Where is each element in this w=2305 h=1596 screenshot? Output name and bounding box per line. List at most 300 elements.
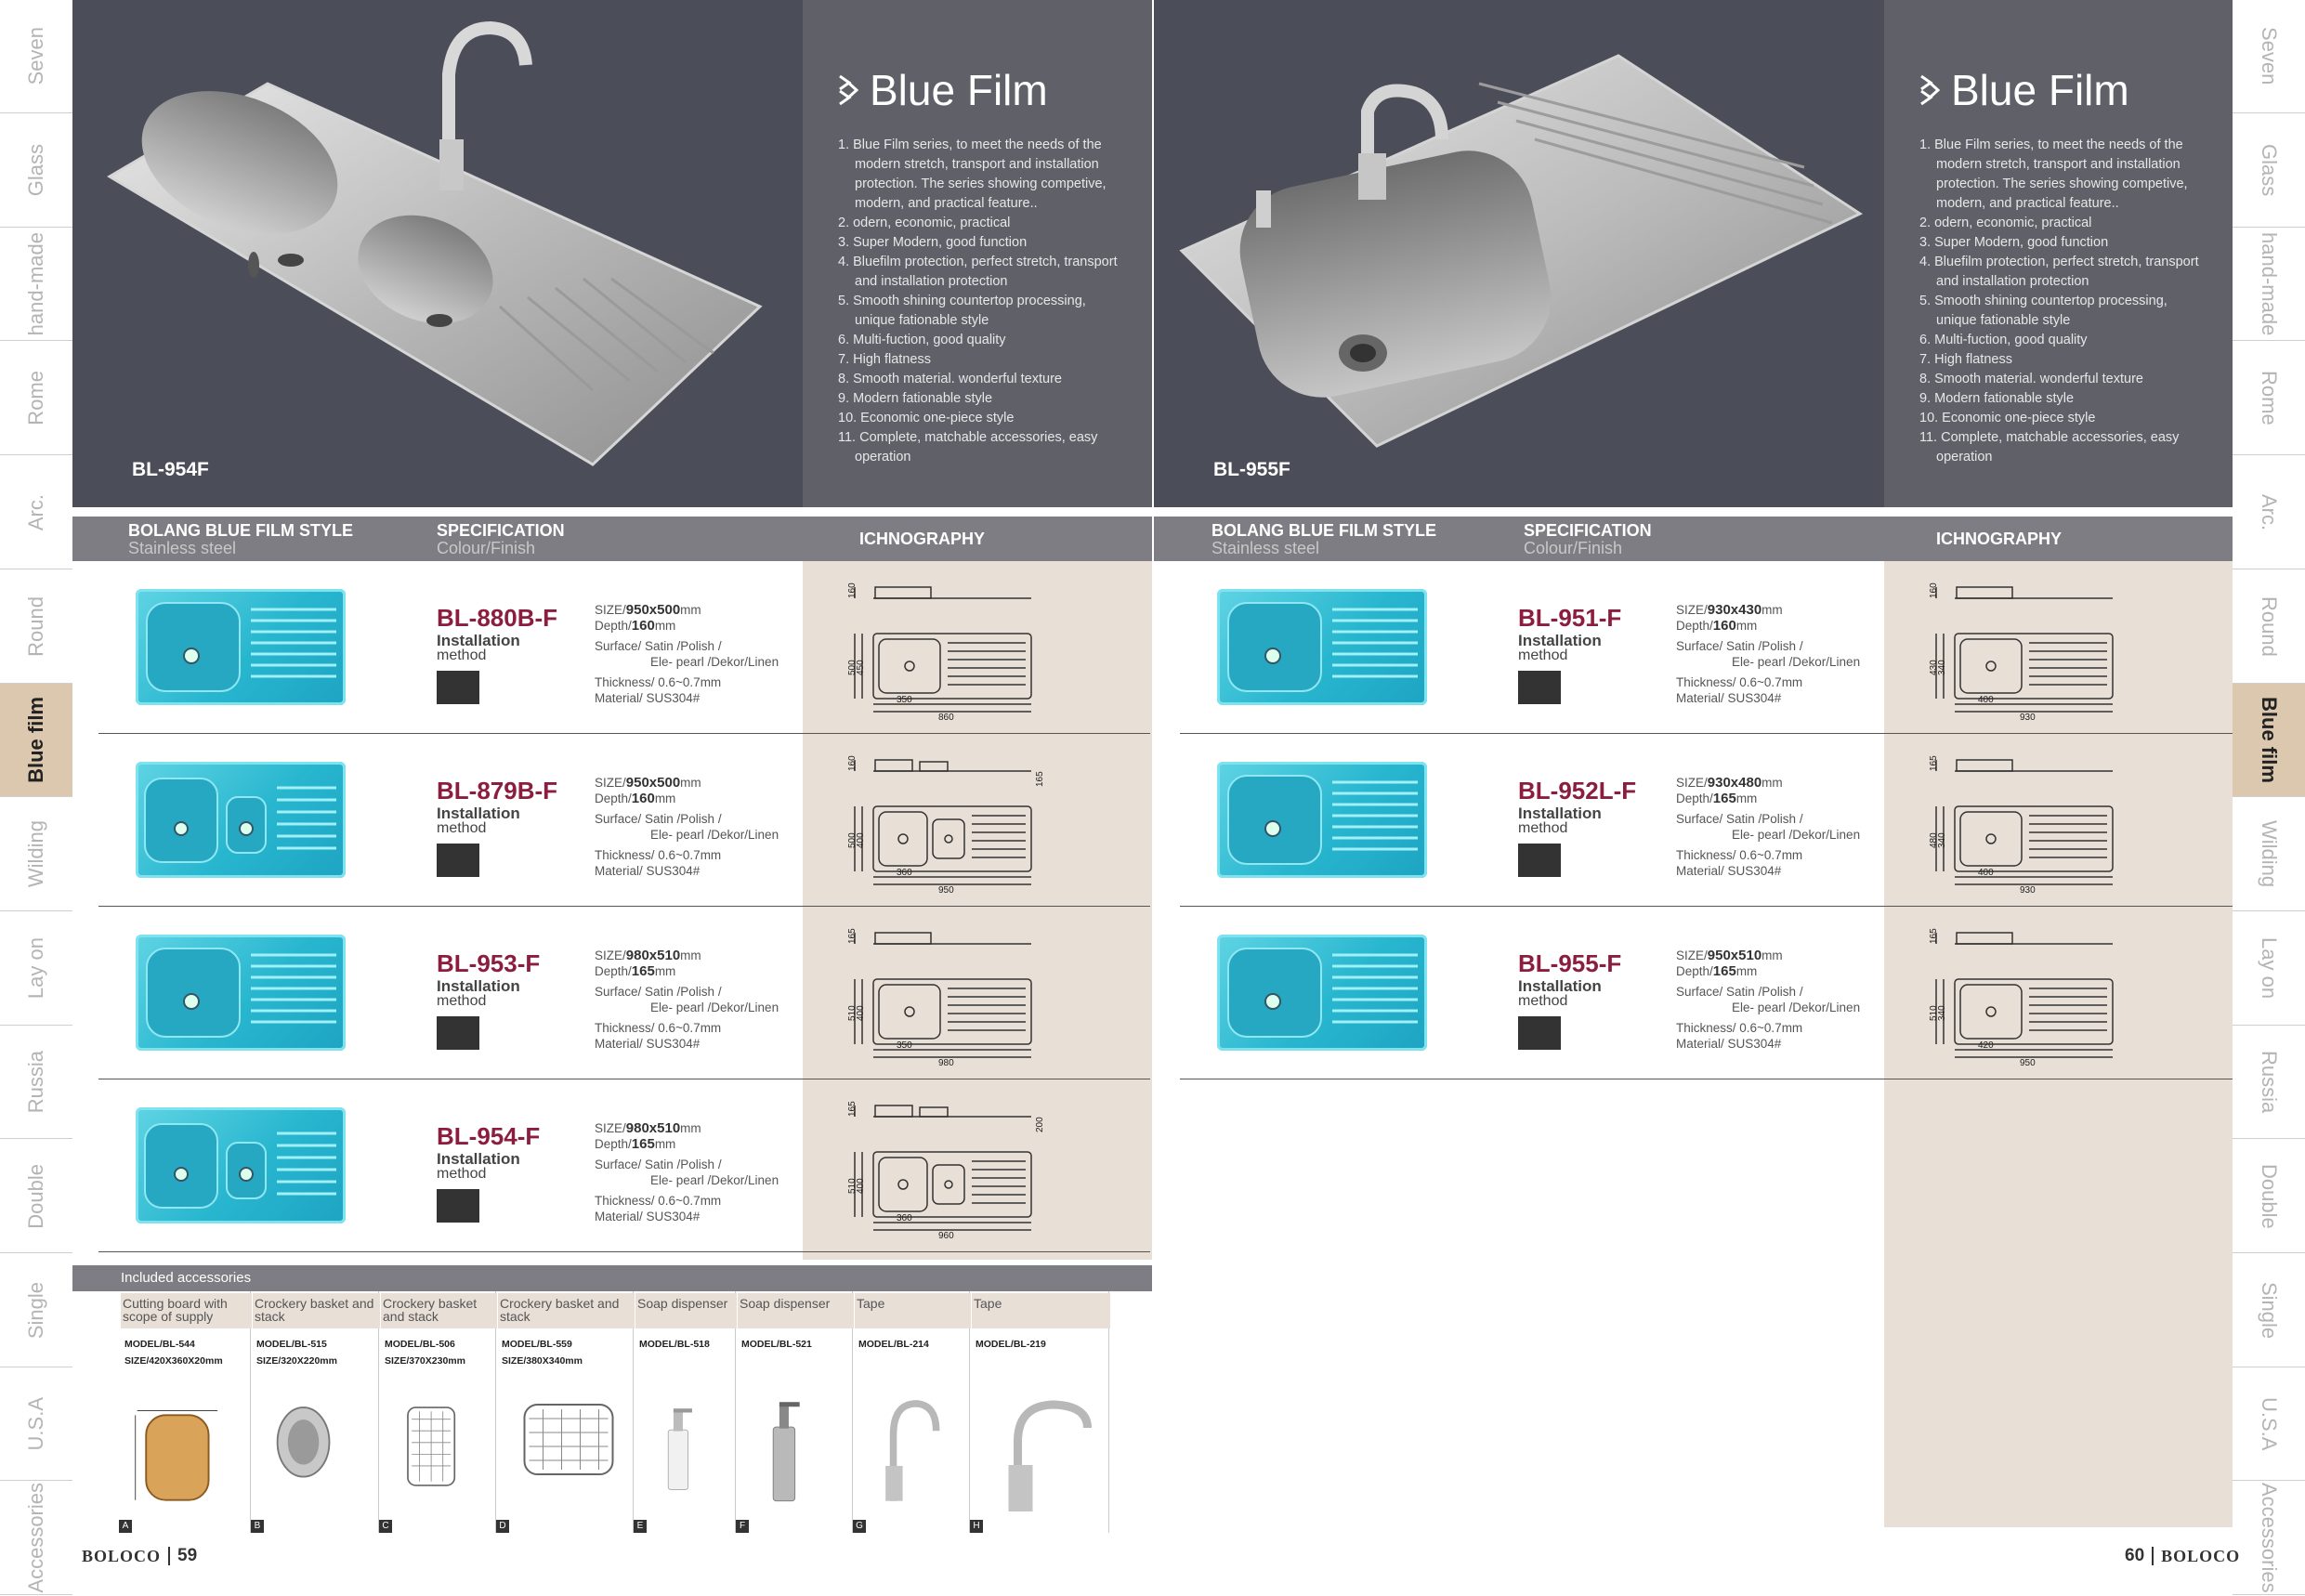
spec-size [1676, 775, 1860, 791]
accessory-item[interactable] [379, 1291, 496, 1533]
hero-title [1919, 65, 2205, 115]
dim-bowl: 420 [1978, 1040, 1994, 1051]
model-name: BL-951-F [1518, 604, 1622, 632]
brand-logo: BOLOCO [2161, 1546, 2241, 1565]
installation-method-icon [437, 1189, 479, 1223]
spec-depth [1676, 963, 1860, 979]
accessory-item[interactable] [251, 1291, 379, 1533]
side-tab[interactable] [0, 1482, 72, 1595]
spec-material: Material/ SUS304# [1676, 1037, 1782, 1051]
side-tab-label: Double [24, 1163, 47, 1229]
spec-surface: Surface/ Satin /Polish / [1676, 639, 1803, 653]
depth-unit: mm [1735, 964, 1758, 978]
spec-surface-2: Ele- pearl /Dekor/Linen [650, 1001, 779, 1014]
size-label: SIZE/ [595, 603, 626, 617]
dim-inner: 340 [1937, 1005, 1947, 1021]
header-ichnography: ICHNOGRAPHY [1936, 530, 2063, 548]
installation-label [437, 1152, 520, 1182]
depth-label: Depth/ [1676, 791, 1713, 805]
depth-unit: mm [654, 1137, 676, 1151]
dim-inner: 340 [1937, 832, 1947, 848]
side-tab[interactable] [0, 1367, 72, 1481]
spec-thickness: Thickness/ 0.6~0.7mm [595, 848, 722, 862]
depth-unit: mm [654, 791, 676, 805]
side-tab-label: Blue film [24, 697, 47, 784]
side-tab[interactable] [2233, 1140, 2305, 1253]
feature-item: 4. Bluefilm protection, perfect stretch, transport and installation protection [838, 255, 1118, 289]
dim-inner: 450 [856, 660, 866, 675]
side-tab[interactable] [0, 228, 72, 341]
ichnography-drawing [845, 578, 1050, 723]
side-tab-label: Arc. [24, 493, 47, 530]
side-tab[interactable] [2233, 570, 2305, 684]
size-label: SIZE/ [595, 1121, 626, 1135]
accessory-item[interactable] [119, 1291, 251, 1533]
installation-label [437, 979, 520, 1009]
accessory-image [643, 1377, 729, 1516]
spec-thickness: Thickness/ 0.6~0.7mm [1676, 675, 1803, 689]
side-tab-label: Russia [24, 1051, 47, 1114]
method-text: method [437, 820, 487, 836]
dim-bowl: 400 [1978, 868, 1994, 878]
accessory-item[interactable] [853, 1291, 970, 1533]
dim-height: 510 [1929, 1005, 1939, 1021]
dim-inner: 400 [856, 832, 866, 848]
spec-thickness: Thickness/ 0.6~0.7mm [1676, 848, 1803, 862]
hero-model-label: BL-955F [1213, 459, 1290, 480]
side-tab-label: Blue film [2258, 697, 2281, 784]
accessory-graphic [979, 1377, 1103, 1516]
model-name: BL-879B-F [437, 777, 558, 805]
depth-value: 165 [1712, 963, 1736, 979]
model-name: BL-953-F [437, 949, 541, 977]
feature-item: 9. Modern fationable style [838, 391, 993, 406]
accessory-graphic [643, 1377, 729, 1516]
side-tab-label: Double [2258, 1163, 2281, 1229]
side-tab[interactable] [2233, 228, 2305, 341]
dim-width: 950 [938, 885, 954, 896]
installation-label [1518, 979, 1602, 1009]
side-tab-label: Rome [2258, 371, 2281, 425]
dim-extra: 165 [1035, 771, 1045, 787]
side-tab-label: Single [24, 1281, 47, 1339]
spec-thickness: Thickness/ 0.6~0.7mm [1676, 1021, 1803, 1035]
hero [72, 0, 1152, 507]
accessory-graphic [862, 1377, 963, 1516]
sink-thumbnail-graphic [136, 589, 346, 705]
hero-info-panel [1884, 0, 2233, 507]
side-tab[interactable] [0, 912, 72, 1026]
spec-block [595, 775, 779, 879]
footer-divider [168, 1547, 170, 1565]
side-tab-label: Single [2258, 1281, 2281, 1339]
accessory-name: Soap dispenser [738, 1293, 854, 1328]
feature-list [838, 136, 1124, 467]
depth-unit: mm [654, 619, 676, 633]
dim-top: 165 [847, 1101, 858, 1117]
method-text: method [437, 648, 487, 663]
side-tab[interactable] [2233, 912, 2305, 1026]
ichnography-drawing [845, 1096, 1050, 1241]
accessory-letter: G [853, 1520, 866, 1533]
depth-unit: mm [654, 964, 676, 978]
side-tab-label: Round [2258, 595, 2281, 657]
size-value: 950x500 [625, 602, 681, 618]
feature-item: 5. Smooth shining countertop processing, unique fationable style [838, 294, 1086, 328]
side-tab-label: Russia [2258, 1051, 2281, 1114]
accessory-model-text: MODEL/BL-515 [256, 1339, 327, 1350]
side-tab[interactable] [2233, 684, 2305, 797]
depth-unit: mm [1735, 619, 1758, 633]
side-tab-label: hand-made [24, 232, 47, 336]
accessory-size-text: SIZE/380X340mm [502, 1355, 583, 1367]
hero-photo [72, 0, 803, 507]
installation-text: Installation [1518, 977, 1602, 995]
accessory-model [502, 1336, 583, 1369]
side-tab[interactable] [2233, 114, 2305, 228]
dim-width: 960 [938, 1231, 954, 1241]
header-spec: SPECIFICATION [1524, 521, 1652, 540]
accessory-graphic [260, 1377, 373, 1516]
spec-surface-2: Ele- pearl /Dekor/Linen [1732, 655, 1861, 669]
side-tab[interactable] [0, 0, 72, 113]
installation-label [437, 634, 520, 663]
side-tab-label: U.S.A [2258, 1397, 2281, 1451]
dim-extra: 200 [1035, 1117, 1045, 1132]
sink-thumbnail [1217, 589, 1427, 705]
size-label: SIZE/ [1676, 948, 1708, 962]
spec-depth [595, 791, 779, 806]
model-name: BL-880B-F [437, 604, 558, 632]
spec-size [595, 948, 779, 963]
side-tab[interactable] [2233, 456, 2305, 569]
accessory-model [124, 1336, 223, 1369]
spec-thickness: Thickness/ 0.6~0.7mm [595, 1021, 722, 1035]
depth-label: Depth/ [595, 791, 632, 805]
depth-value: 160 [631, 791, 655, 806]
side-tab[interactable] [0, 1140, 72, 1253]
product-row [1180, 907, 2233, 1079]
brand-logo: BOLOCO [82, 1546, 162, 1565]
accessory-letter: B [251, 1520, 264, 1533]
installation-label [1518, 806, 1602, 836]
accessory-item[interactable] [970, 1291, 1109, 1533]
sink-thumbnail-graphic [136, 762, 346, 878]
accessory-model-text: MODEL/BL-219 [976, 1339, 1046, 1350]
header-style-sub: Stainless steel [128, 539, 237, 557]
spec-size [595, 1120, 779, 1136]
size-unit: mm [680, 948, 701, 962]
side-tab[interactable] [0, 798, 72, 911]
footer-right [2125, 1546, 2240, 1566]
ichnography-drawing [845, 751, 1050, 896]
dim-width: 860 [938, 713, 954, 723]
spec-surface-2: Ele- pearl /Dekor/Linen [1732, 1001, 1861, 1014]
dim-top: 160 [1929, 582, 1939, 598]
accessory-model [858, 1336, 929, 1353]
header-spec: SPECIFICATION [437, 521, 565, 540]
accessory-name: Crockery basket and stack [381, 1293, 497, 1328]
model-name: BL-952L-F [1518, 777, 1637, 805]
side-tab-label: hand-made [2258, 232, 2281, 336]
spec-thickness: Thickness/ 0.6~0.7mm [595, 675, 722, 689]
accessories-title: Included accessories [72, 1265, 1152, 1291]
side-tab[interactable] [0, 114, 72, 228]
double-sink-photo [72, 0, 803, 507]
sink-thumbnail [136, 762, 346, 878]
hero-title-text: Blue Film [870, 66, 1048, 114]
side-tab-label: Lay on [2258, 937, 2281, 1000]
spec-block [595, 602, 779, 706]
feature-item: 6. Multi-fuction, good quality [1919, 333, 2088, 347]
dim-top: 165 [847, 928, 858, 944]
chevron-bullet-icon [1919, 74, 1942, 106]
spec-material: Material/ SUS304# [595, 1210, 701, 1223]
side-tab-label: Wilding [2258, 820, 2281, 888]
size-unit: mm [680, 776, 701, 790]
side-tab-label: Accessories [2258, 1483, 2281, 1593]
method-text: method [1518, 993, 1568, 1009]
spec-size [595, 602, 779, 618]
feature-item: 3. Super Modern, good function [1919, 235, 2109, 250]
feature-item: 3. Super Modern, good function [838, 235, 1028, 250]
spec-surface-2: Ele- pearl /Dekor/Linen [650, 828, 779, 842]
feature-item: 10. Economic one-piece style [1919, 411, 2096, 425]
side-tab[interactable] [2233, 1026, 2305, 1139]
product-row [1180, 734, 2233, 907]
installation-text: Installation [1518, 805, 1602, 822]
depth-label: Depth/ [595, 1137, 632, 1151]
feature-item: 6. Multi-fuction, good quality [838, 333, 1006, 347]
accessory-item[interactable] [736, 1291, 853, 1533]
side-tab[interactable] [0, 570, 72, 684]
accessory-letter: C [379, 1520, 392, 1533]
accessory-name: Soap dispenser [635, 1293, 737, 1328]
sink-thumbnail [136, 589, 346, 705]
side-tab[interactable] [2233, 1482, 2305, 1595]
size-value: 980x510 [625, 948, 681, 963]
side-tab-label: Glass [2258, 144, 2281, 197]
ichnography-drawing [1927, 923, 2131, 1068]
depth-label: Depth/ [1676, 964, 1713, 978]
feature-item: 7. High flatness [838, 352, 931, 367]
ichnography-drawing [1927, 751, 2131, 896]
accessory-image [128, 1377, 244, 1516]
method-text: method [437, 1166, 487, 1182]
size-unit: mm [1761, 603, 1783, 617]
installation-method-icon [1518, 1016, 1561, 1050]
side-tab-label: Arc. [2258, 493, 2281, 530]
size-unit: mm [680, 603, 701, 617]
installation-method-icon [1518, 844, 1561, 877]
spec-surface: Surface/ Satin /Polish / [595, 812, 722, 826]
spec-block [595, 1120, 779, 1224]
side-tab[interactable] [0, 1026, 72, 1139]
side-tab[interactable] [2233, 1367, 2305, 1481]
installation-text: Installation [437, 977, 520, 995]
spec-block [1676, 602, 1860, 706]
accessory-model-text: MODEL/BL-521 [741, 1339, 812, 1350]
installation-label [1518, 634, 1602, 663]
single-sink-photo [1154, 0, 1884, 507]
side-tab[interactable] [2233, 1254, 2305, 1367]
dim-width: 980 [938, 1058, 954, 1068]
accessory-model-text: MODEL/BL-559 [502, 1339, 572, 1350]
accessory-model-text: MODEL/BL-544 [124, 1339, 195, 1350]
side-tab-label: Glass [24, 144, 47, 197]
feature-list [1919, 136, 2205, 467]
accessory-model [741, 1336, 812, 1353]
spec-thickness: Thickness/ 0.6~0.7mm [595, 1194, 722, 1208]
side-tab-label: Seven [24, 27, 47, 85]
dim-height: 500 [847, 832, 858, 848]
accessory-model [385, 1336, 465, 1369]
sink-thumbnail-graphic [1217, 762, 1427, 878]
spec-depth [1676, 791, 1860, 806]
hero-model-label: BL-954F [132, 459, 209, 480]
spec-surface: Surface/ Satin /Polish / [595, 639, 722, 653]
dim-top: 165 [1929, 928, 1939, 944]
dim-width: 930 [2020, 885, 2036, 896]
spec-size [595, 775, 779, 791]
chevron-bullet-icon [838, 74, 860, 106]
dim-bowl: 350 [897, 1040, 912, 1051]
header-ichnography: ICHNOGRAPHY [859, 530, 986, 548]
depth-label: Depth/ [595, 619, 632, 633]
sink-thumbnail-graphic [136, 1107, 346, 1223]
installation-method-icon [437, 844, 479, 877]
accessory-item[interactable] [496, 1291, 634, 1533]
ichnography-drawing [1927, 578, 2131, 723]
dim-top: 160 [847, 755, 858, 771]
accessory-letter: A [119, 1520, 132, 1533]
dim-top: 165 [1929, 755, 1939, 771]
hero-title-text: Blue Film [1951, 66, 2129, 114]
accessory-model-text: MODEL/BL-506 [385, 1339, 455, 1350]
accessory-model [639, 1336, 710, 1353]
sink-thumbnail [1217, 762, 1427, 878]
size-label: SIZE/ [1676, 776, 1708, 790]
side-tab[interactable] [0, 456, 72, 569]
dim-height: 500 [847, 660, 858, 675]
sink-thumbnail [136, 935, 346, 1051]
dim-height: 510 [847, 1178, 858, 1194]
accessory-item[interactable] [634, 1291, 736, 1533]
model-name: BL-954-F [437, 1122, 541, 1150]
spec-surface: Surface/ Satin /Polish / [595, 1158, 722, 1171]
dim-inner: 340 [1937, 660, 1947, 675]
accessory-letter: D [496, 1520, 509, 1533]
depth-value: 160 [1712, 618, 1736, 634]
side-tab-label: Accessories [24, 1483, 47, 1593]
spec-size [1676, 602, 1860, 618]
dim-height: 480 [1929, 832, 1939, 848]
method-text: method [1518, 648, 1568, 663]
accessory-name: Crockery basket and stack [498, 1293, 635, 1328]
accessory-name: Crockery basket and stack [253, 1293, 380, 1328]
feature-item: 5. Smooth shining countertop processing, unique fationable style [1919, 294, 2167, 328]
size-value: 980x510 [625, 1120, 681, 1136]
spec-block [595, 948, 779, 1052]
size-label: SIZE/ [595, 948, 626, 962]
side-tab[interactable] [0, 342, 72, 455]
size-value: 930x480 [1707, 775, 1762, 791]
side-tab-label: Wilding [24, 820, 47, 888]
dim-bowl: 400 [1978, 695, 1994, 705]
accessory-model [256, 1336, 337, 1369]
side-tab-label: Lay on [24, 937, 47, 1000]
spec-depth [595, 963, 779, 979]
spec-surface-2: Ele- pearl /Dekor/Linen [650, 1173, 779, 1187]
dim-width: 950 [2020, 1058, 2036, 1068]
dim-bowl: 350 [897, 695, 912, 705]
spec-material: Material/ SUS304# [595, 1037, 701, 1051]
dim-width: 930 [2020, 713, 2036, 723]
accessory-size-text: SIZE/420X360X20mm [124, 1355, 223, 1367]
installation-label [437, 806, 520, 836]
hero-photo [1154, 0, 1884, 507]
hero [1154, 0, 2233, 507]
spec-header-bar [72, 517, 1152, 561]
size-unit: mm [680, 1121, 701, 1135]
spec-depth [1676, 618, 1860, 634]
depth-label: Depth/ [595, 964, 632, 978]
accessory-image [260, 1377, 373, 1516]
spec-surface: Surface/ Satin /Polish / [1676, 812, 1803, 826]
accessories-grid [72, 1291, 1152, 1533]
feature-item: 4. Bluefilm protection, perfect stretch, transport and installation protection [1919, 255, 2199, 289]
spec-surface: Surface/ Satin /Polish / [595, 985, 722, 999]
side-tabs-left [0, 0, 72, 1596]
side-tab[interactable] [0, 1254, 72, 1367]
side-tab[interactable] [2233, 798, 2305, 911]
footer-left [82, 1546, 197, 1566]
installation-method-icon [1518, 671, 1561, 704]
hero-info-panel [803, 0, 1152, 507]
header-style: BOLANG BLUE FILM STYLE [1211, 521, 1436, 540]
side-tab[interactable] [2233, 342, 2305, 455]
dim-bowl: 360 [897, 868, 912, 878]
accessory-image [388, 1377, 490, 1516]
sink-thumbnail-graphic [1217, 589, 1427, 705]
side-tab[interactable] [0, 684, 72, 797]
accessory-model [976, 1336, 1046, 1353]
spec-material: Material/ SUS304# [595, 691, 701, 705]
header-spec-sub: Colour/Finish [437, 539, 536, 557]
accessory-graphic [128, 1377, 244, 1516]
installation-method-icon [437, 671, 479, 704]
feature-item: 11. Complete, matchable accessories, easy operation [1919, 430, 2180, 464]
accessory-letter: H [970, 1520, 983, 1533]
side-tab-label: Round [24, 595, 47, 657]
spec-surface-2: Ele- pearl /Dekor/Linen [650, 655, 779, 669]
accessory-size-text: SIZE/370X230mm [385, 1355, 465, 1367]
feature-item: 2. odern, economic, practical [1919, 216, 2092, 230]
ichnography-drawing [845, 923, 1050, 1068]
side-tab[interactable] [2233, 0, 2305, 113]
spec-header-bar [1154, 517, 2233, 561]
spec-block [1676, 775, 1860, 879]
header-style: BOLANG BLUE FILM STYLE [128, 521, 353, 540]
spec-material: Material/ SUS304# [595, 864, 701, 878]
model-name: BL-955-F [1518, 949, 1622, 977]
spec-block [1676, 948, 1860, 1052]
method-text: method [1518, 820, 1568, 836]
accessory-model-text: MODEL/BL-518 [639, 1339, 710, 1350]
accessory-image [505, 1377, 627, 1516]
accessory-graphic [388, 1377, 490, 1516]
size-value: 950x500 [625, 775, 681, 791]
